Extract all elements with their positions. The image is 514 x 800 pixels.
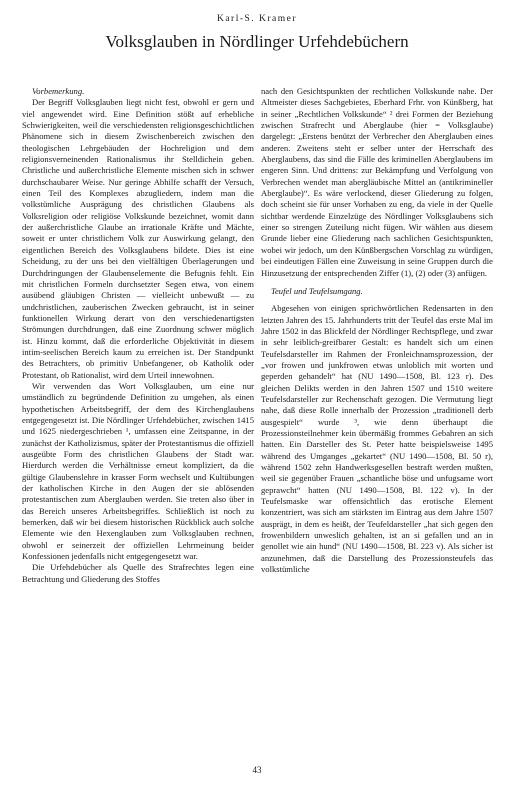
body-paragraph: Abgesehen von einigen sprichwörtlichen Redensarten in den letzten Jahren des 15. Jahrhunderts tritt der Teufel das erste Mal im Jahre 1502 in das Blickfeld der Nördlinger Rechtspflege, und zwar in sehr leiblich-greifbarer Gestalt: es handelt sich um einen Teufelsdarsteller im Rahmen der Fronleichnamsprozession, der „vor frowen und junkfrowen etwas unloblich mit worten und geperden gehandelt“ hat (NU 1490—1508, Bl. 123 r). Des gleichen Delikts werden in den Jahren 1507 und 1510 weitere Teufelsdarsteller zur Rechenschaft gezogen. Die Vermutung liegt nahe, daß diese Rolle innerhalb der Prozession „traditionell derb ausgespielt“ wurde ³, wie denn überhaupt die Prozessionsteilnehmer kein übermäßig frommes Gebahren an sich hatten. Ein Darsteller des St. Peter hatte beispielsweise 1495 während des Umganges „gekartet“ (NU 1490—1508, Bl. 50 r), während 1502 zehn Handwerksgesellen bestraft werden mußten, weil sie gegenüber Frauen „schantliche böse und unfugsame wort geprawcht“ hatten (NU 1490—1508, Bl. 122 v). In der Teufelsmaske war offensichtlich das erotische Element konzentriert, was sich am stärksten im Eintrag aus dem Jahre 1507 ausprägt, in dem es heißt, der Teufeldarsteller „hat sich gegen den frowenbildern unweslich gehalten, ist an si gefallen und an in genollet wie ain hund“ (NU 1490—1508, Bl. 223 v). Als sicher ist anzunehmen, daß die Darstellung des Prozessionsteufels das volkstümliche (261, 303, 493, 575)
author-line: Karl-S. Kramer (216, 14, 298, 24)
page-number: 43 (252, 765, 262, 775)
article-title: Volksglauben in Nördlinger Urfehdebüchern (105, 32, 409, 51)
body-paragraph: Der Begriff Volksglauben liegt nicht fest, obwohl er gern und viel angewendet wird. Eine Definition stößt auf erhebliche Schwierigkeiten, weil die verschiedensten religionsgeschichtlichen Phänomene sich in diesem Zwischenbereich zwischen den theologischen Lehrgebäuden der Hochreligion und dem religionsverneinenden Rationalismus ihr Stelldichein geben. Christliche und außerchristliche Elemente mischen sich in schwer durchschaubarer Weise. Nur geringe Abhilfe schafft der Versuch, einen Teil des Komplexes abzugliedern, indem man die volkstümliche Ausprägung des christlichen Glaubens als Volksreligion oder religiöse Volkskunde bezeichnet, womit dann der außerchristliche Glaube an irrationale Kräfte und Mächte, soweit er unter christlichem Volk zur Auswirkung gelangt, den eigentlichen Bereich des Volksglaubens bildete. Dies ist eine Scheidung, zu der uns bei den vielfältigen Überlagerungen und Durchdringungen der Glaubenselemente die Befugnis fehlt. Ein mit christlichen Formeln durchsetzter Segen etwa, von einem ausübend gläubigen Christen — vielleicht unbewußt — zu undchristlichen, zauberischen Zwecken gebraucht, ist in seiner funktionellen Wirkung derart von den verschiedenartigsten Strömungen durchdrungen, daß eine Zuordnung schwer möglich ist. Hinzu kommt, daß die erforderliche Objektivität in diesem intim-seelischen Bereich kaum zu erreichen ist. Der Standpunkt des Betrachters, ob primitiv Unbefangener, ob Katholik oder Protestant, ob Rationalist, wird dem Urteil innewohnen. (22, 97, 254, 380)
body-paragraph: Die Urfehdebücher als Quelle des Strafrechtes legen eine Betrachtung und Gliederung des Stoffes (22, 562, 254, 584)
section-heading-teufel: Teufel und Teufelsumgang. (271, 285, 363, 296)
body-paragraph: nach den Gesichtspunkten der rechtlichen Volkskunde nahe. Der Altmeister dieses Sachgebietes, Eberhard Frhr. von Künßberg, hat in seiner „Rechtlichen Volkskunde“ ² drei Formen der Beziehung zwischen Strafrecht und Aberglaube (hier = Volksglaube) dargelegt: „Erstens benützt der Verbrecher den Aberglauben eines anderen. Zweitens steht er selber unter der Herrschaft des Aberglaubens, das sind die Fälle des kriminellen Aberglaubens im engeren Sinn. Und drittens: zur Bekämpfung und Verfolgung von Verbrechen wendet man abergläubische Mittel an (antikrimineller Aberglaube)“. Es wäre verlockend, dieser Gliederung zu folgen, doch scheint sie für unser Vorhaben zu eng, da viele in der Quelle sichtbar werdende Einzelzüge des Nördlinger Volksglaubens sich einer so strengen Zuteilung nicht fügen. Wir wählen aus diesem Grunde lieber eine Gliederung nach sachlichen Gesichtspunkten, wobei wir jedoch, um den Künßbergschen Vorschlag zu würdigen, bei eindeutigen Fällen eine Zuweisung in seine Gruppen durch die Hinzusetzung der entsprechenden Ziffer (1), (2) oder (3) anfügen. (261, 86, 493, 278)
right-column (261, 86, 493, 575)
left-column (22, 86, 254, 585)
body-paragraph: Wir verwenden das Wort Volksglauben, um eine nur umständlich zu begründende Definition zu umgehen, als einen hypothetischen Arbeitsbegriff, der dem des Kirchenglaubens entgegengesetzt ist. Die Nördlinger Urfehdebücher, zwischen 1415 und 1625 niedergeschrieben ¹, umfassen eine Zeitspanne, in der zunächst der Katholizismus, später der Protestantismus die offiziell ausgeübte Form des christlichen Glaubens der Stadt war. Hierdurch werden die Verhältnisse erneut kompliziert, da die gültige Glaubenslehre in krasser Form wechselt und Kultübungen der katholischen Kirche in den Augen der sie ablösenden protestantischen zum Aberglauben werden. Sie treten also über in das Bereich unseres Arbeitsbegriffes. Schließlich ist noch zu bemerken, daß wir bei diesem historischen Rückblick auch solche Elemente wie den Hexenglauben zum Volksglauben rechnen, obwohl er seinerzeit der offiziellen Lehrmeinung beider Konfessionen jedenfalls nicht entgegengesetzt war. (22, 380, 254, 562)
section-heading-vorbemerkung: Vorbemerkung. (32, 86, 85, 96)
